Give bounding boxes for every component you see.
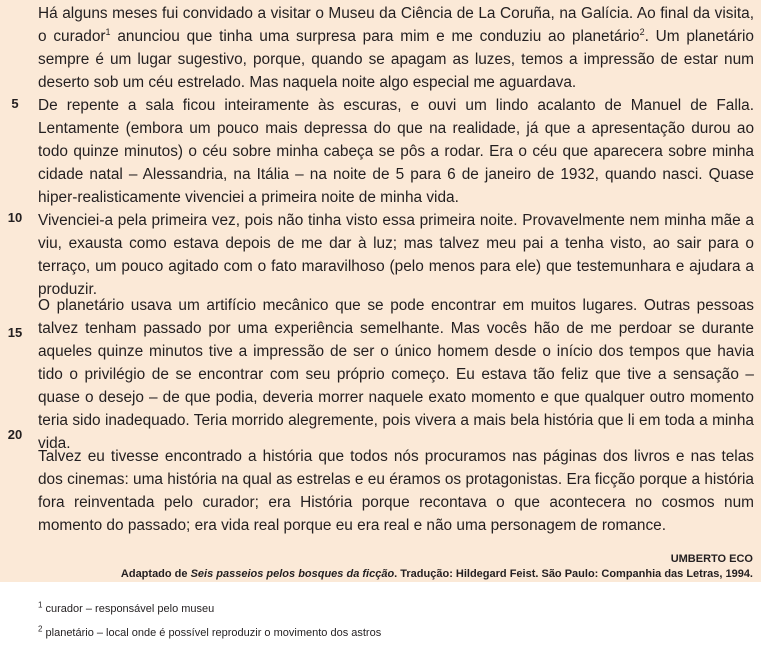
source-title: Seis passeios pelos bosques da ficção xyxy=(190,568,395,580)
author-name: UMBERTO ECO xyxy=(670,553,753,565)
line-number-5: 5 xyxy=(11,96,19,111)
paragraph-1-part-b: anunciou que tinha uma surpresa para mim e me conduziu ao planetário xyxy=(110,28,640,45)
footnote-2-number: 2 xyxy=(38,624,43,634)
source-suffix: . Tradução: Hildegard Feist. São Paulo: Companhia das Letras, 1994. xyxy=(394,568,753,580)
source-prefix: Adaptado de xyxy=(120,568,191,580)
paragraph-5: Talvez eu tivesse encontrado a história que todos nós procuramos nas páginas dos livros e nas telas dos cinemas: uma história na qual as estrelas e eu éramos os protagonistas. Era ficção porque a história fora reinventada pelo curador; era História porque recontava o que acontecera no cosmos num momento do passado; era vida real porque eu era real e não uma personagem de romance. xyxy=(38,448,754,534)
footnote-1 xyxy=(38,600,215,615)
source-citation xyxy=(121,568,753,580)
paragraph-4: O planetário usava um artifício mecânico que se pode encontrar em muitos lugares. Outras pessoas talvez tenham passado por uma experiência semelhante. Mas vocês hão de me perdoar se durante aqueles quinze minutos tive a impressão de ser o único homem desde o início dos tempos que havia tido o privilégio de se encontrar com seu próprio começo. Eu estava tão feliz que tive a sensação – quase o desejo – de que podia, deveria morrer naquele exato momento e que qualquer outro momento teria sido inadequado. Teria morrido alegremente, pois vivera a mais bela história que li em toda a minha vida. xyxy=(38,297,754,452)
footnote-1-text: curador – responsável pelo museu xyxy=(45,603,215,615)
paragraph-2: De repente a sala ficou inteiramente às escuras, e ouvi um lindo acalanto de Manuel de Falla. Lentamente (embora um pouco mais depressa do que na realidade, já que a apresentação durou ao todo quinze minutos) o céu sobre minha cabeça se pôs a rodar. Era o céu que aparecera sobre minha cidade natal – Alessandria, na Itália – na noite de 5 para 6 de janeiro de 1932, quando nasci. Quase hiper-realisticamente vivenciei a primeira noite de minha vida. xyxy=(38,97,754,206)
paragraph-1 xyxy=(38,2,754,94)
paragraph-1-part-a: Há alguns meses fui convidado a visitar o Museu da Ciência de La Coruña, na Galícia. Ao final da visita, o curador xyxy=(38,5,754,45)
paragraph-1-part-c: . Um planetário sempre é um lugar sugestivo, porque, quando se apagam as luzes, temos a impressão de estar num deserto sob um céu estrelado. Mas naquela noite algo especial me aguardava. xyxy=(38,28,754,91)
footnote-1-number: 1 xyxy=(38,600,43,610)
line-number-10: 10 xyxy=(7,210,23,225)
paragraph-3: Vivenciei-a pela primeira vez, pois não tinha visto essa primeira noite. Provavelmente nem minha mãe a viu, exausta como estava depois de me dar à luz; mas talvez meu pai a tenha visto, ao sair para o terraço, um pouco agitado com o fato maravilhoso (pelo menos para ele) que testemunhara e ajudara a produzir. xyxy=(38,212,754,298)
footnote-ref-2: 2 xyxy=(639,26,645,37)
line-number-20: 20 xyxy=(7,427,23,442)
footnote-2-text: planetário – local onde é possível reproduzir o movimento dos astros xyxy=(45,627,382,639)
line-number-15: 15 xyxy=(7,325,23,340)
footnote-2 xyxy=(38,624,382,639)
footnote-ref-1: 1 xyxy=(105,26,111,37)
